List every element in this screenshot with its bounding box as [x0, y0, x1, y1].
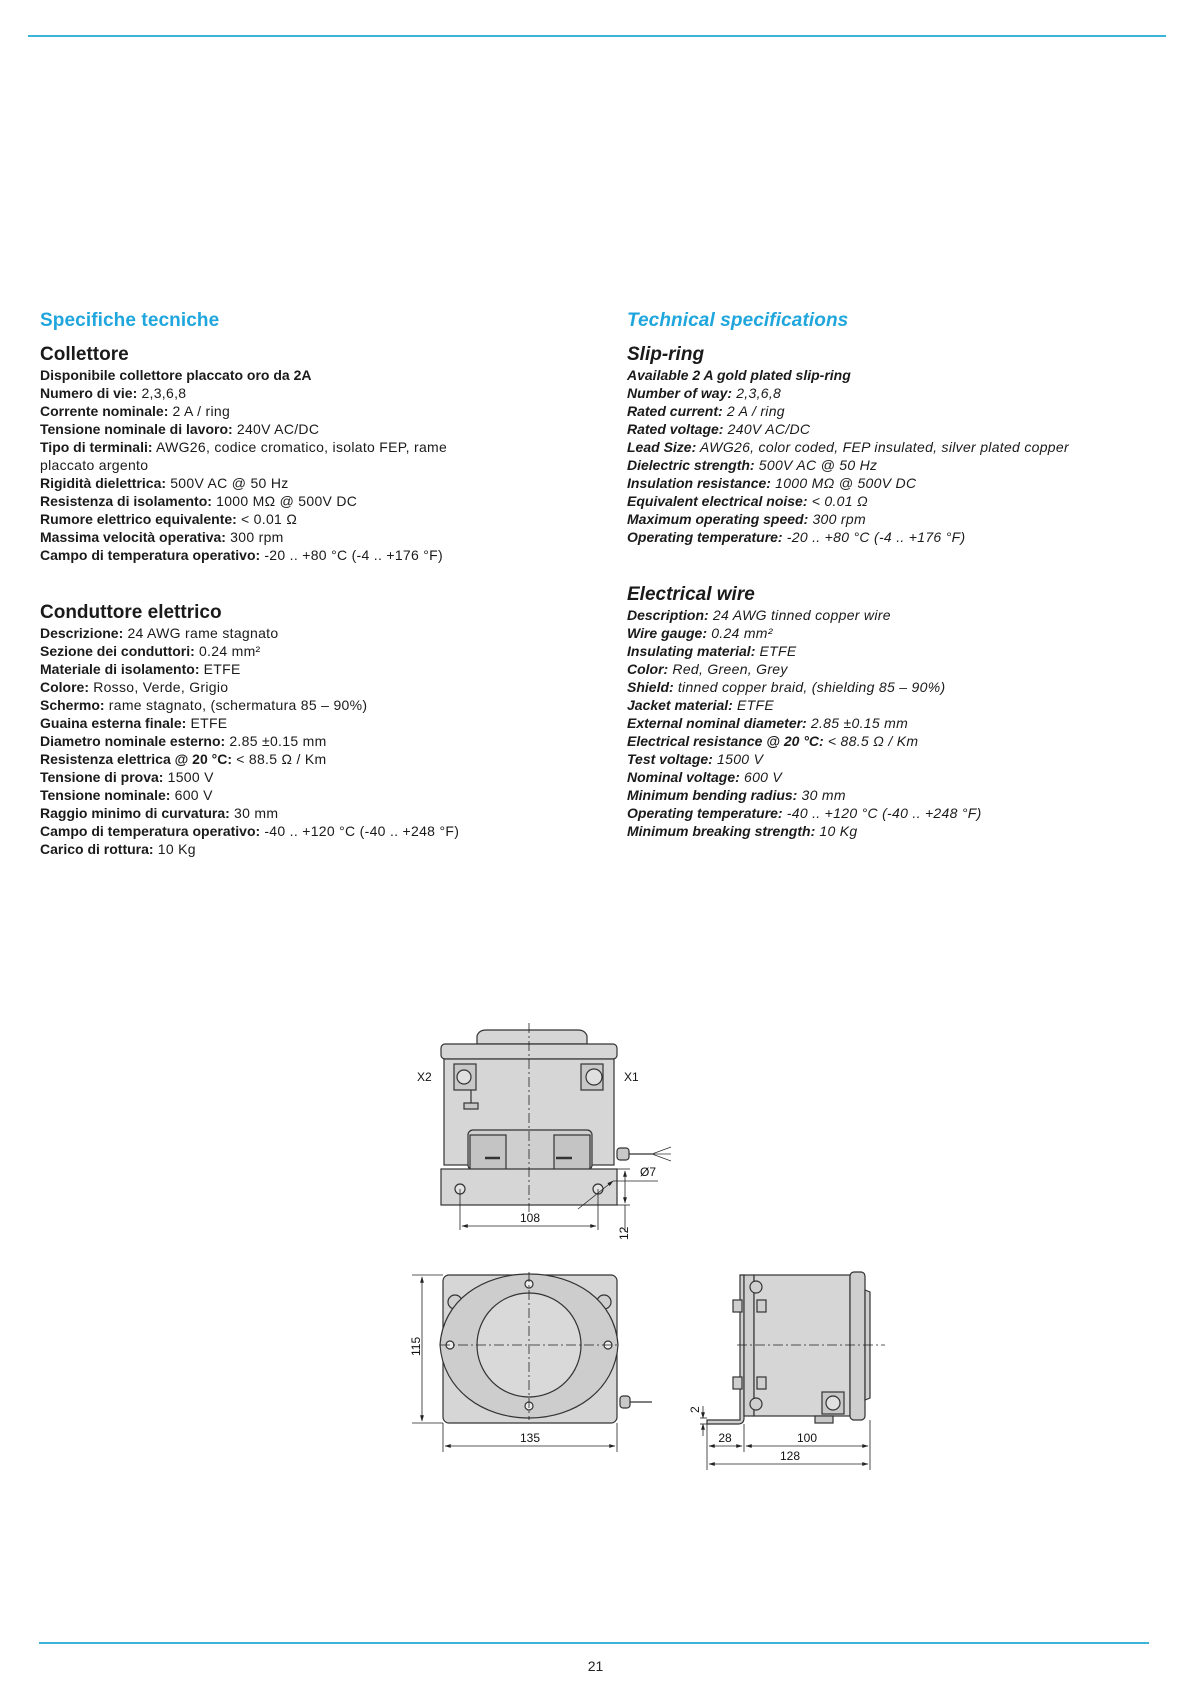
spec-value: 10 Kg: [153, 841, 196, 857]
spec-label: Equivalent electrical noise:: [627, 493, 808, 509]
spec-value: 2 A / ring: [168, 403, 231, 419]
spec-label: Operating temperature:: [627, 529, 783, 545]
spec-value: 10 Kg: [815, 823, 858, 839]
cable-gland-icon: [617, 1147, 671, 1161]
spec-label: Lead Size:: [627, 439, 697, 455]
group-title-wire-it: Conduttore elettrico: [40, 602, 222, 623]
dim-height-115: 115: [409, 1336, 423, 1356]
spec-value: -40 .. +120 °C (-40 .. +248 °F): [260, 823, 460, 839]
spec-value: 0.24 mm²: [707, 625, 773, 641]
spec-value: 30 mm: [229, 805, 279, 821]
spec-label: Schermo:: [40, 697, 105, 713]
spec-label: Tipo di terminali:: [40, 439, 153, 455]
spec-label: Insulating material:: [627, 643, 756, 659]
spec-label: Minimum breaking strength:: [627, 823, 816, 839]
spec-value: 500V AC @ 50 Hz: [754, 457, 878, 473]
dim-width-135: 135: [519, 1431, 541, 1445]
section-title-it: Specifiche tecniche: [40, 310, 220, 331]
spec-label: Dielectric strength:: [627, 457, 755, 473]
spec-label: External nominal diameter:: [627, 715, 807, 731]
spec-value: 2.85 ±0.15 mm: [225, 733, 327, 749]
spec-label: Number of way:: [627, 385, 733, 401]
spec-value: Rosso, Verde, Grigio: [89, 679, 229, 695]
spec-label: Tensione nominale:: [40, 787, 171, 803]
section-title-en: Technical specifications: [627, 310, 849, 331]
spec-value: AWG26, color coded, FEP insulated, silver plated copper: [696, 439, 1069, 455]
spec-label: Insulation resistance:: [627, 475, 771, 491]
spec-label: Tensione nominale di lavoro:: [40, 421, 233, 437]
spec-value: < 0.01 Ω: [236, 511, 298, 527]
spec-label: Wire gauge:: [627, 625, 707, 641]
spec-label: Jacket material:: [627, 697, 733, 713]
dim-base-height: 12: [617, 1226, 631, 1240]
front-view-drawing: [441, 1030, 671, 1205]
dim-flange-length: 28: [718, 1431, 732, 1445]
spec-value: < 88.5 Ω / Km: [823, 733, 919, 749]
label-x1: X1: [624, 1070, 639, 1084]
spec-label: Electrical resistance @ 20 °C:: [627, 733, 824, 749]
spec-label: Corrente nominale:: [40, 403, 169, 419]
spec-value: 24 AWG rame stagnato: [123, 625, 279, 641]
dim-flange-thickness: 2: [688, 1406, 702, 1413]
dim-total-length: 128: [779, 1449, 801, 1463]
spec-label: Available 2 A gold plated slip-ring: [627, 367, 851, 383]
spec-value: 1500 V: [712, 751, 764, 767]
spec-value: < 88.5 Ω / Km: [232, 751, 327, 767]
spec-label: Raggio minimo di curvatura:: [40, 805, 230, 821]
spec-value: 2,3,6,8: [732, 385, 782, 401]
spec-value: 1500 V: [163, 769, 214, 785]
spec-value: -20 .. +80 °C (-4 .. +176 °F): [260, 547, 443, 563]
spec-value: 1000 MΩ @ 500V DC: [211, 493, 358, 509]
spec-label: Rigidità dielettrica:: [40, 475, 167, 491]
spec-value: 600 V: [170, 787, 213, 803]
spec-value: 2.85 ±0.15 mm: [806, 715, 909, 731]
dim-hole-diameter: Ø7: [640, 1165, 657, 1179]
spec-label: Tensione di prova:: [40, 769, 164, 785]
spec-label: Materiale di isolamento:: [40, 661, 200, 677]
spec-value: ETFE: [186, 715, 228, 731]
spec-label: Carico di rottura:: [40, 841, 154, 857]
spec-value: Red, Green, Grey: [668, 661, 788, 677]
spec-label: Disponibile collettore placcato oro da 2A: [40, 367, 312, 383]
spec-label: Campo di temperatura operativo:: [40, 823, 261, 839]
top-view-drawing: [440, 1274, 652, 1423]
spec-value: AWG26, codice cromatico, isolato FEP, rame placcato argento: [40, 439, 448, 473]
front-top-cap: [477, 1030, 587, 1044]
spec-label: Sezione dei conduttori:: [40, 643, 195, 659]
spec-value: -40 .. +120 °C (-40 .. +248 °F): [782, 805, 982, 821]
group-title-wire-en: Electrical wire: [627, 584, 755, 605]
spec-label: Test voltage:: [627, 751, 713, 767]
spec-label: Numero di vie:: [40, 385, 138, 401]
spec-value: 240V AC/DC: [232, 421, 320, 437]
spec-value: -20 .. +80 °C (-4 .. +176 °F): [782, 529, 966, 545]
spec-value: 300 rpm: [808, 511, 866, 527]
spec-value: tinned copper braid, (shielding 85 – 90%): [673, 679, 946, 695]
spec-label: Maximum operating speed:: [627, 511, 809, 527]
spec-value: 300 rpm: [225, 529, 284, 545]
side-mounting-bracket: [707, 1275, 744, 1424]
spec-label: Campo di temperatura operativo:: [40, 547, 261, 563]
connector-x1-icon: [581, 1064, 603, 1090]
spec-label: Color:: [627, 661, 669, 677]
spec-label: Descrizione:: [40, 625, 124, 641]
spec-value: ETFE: [755, 643, 797, 659]
spec-value: ETFE: [199, 661, 241, 677]
spec-label: Diametro nominale esterno:: [40, 733, 226, 749]
spec-label: Shield:: [627, 679, 674, 695]
spec-value: ETFE: [732, 697, 775, 713]
spec-value: 1000 MΩ @ 500V DC: [770, 475, 917, 491]
spec-label: Rated voltage:: [627, 421, 724, 437]
spec-label: Massima velocità operativa:: [40, 529, 226, 545]
spec-label: Guaina esterna finale:: [40, 715, 187, 731]
label-x2: X2: [417, 1070, 432, 1084]
spec-value: < 0.01 Ω: [807, 493, 868, 509]
spec-label: Colore:: [40, 679, 89, 695]
dim-body-length: 100: [796, 1431, 818, 1445]
spec-label: Minimum bending radius:: [627, 787, 798, 803]
group-title-slip-ring-en: Slip-ring: [627, 344, 705, 365]
dim-hole-spacing: 108: [519, 1211, 541, 1225]
spec-label: Nominal voltage:: [627, 769, 740, 785]
spec-value: 2,3,6,8: [137, 385, 187, 401]
side-view-drawing: [707, 1272, 870, 1424]
spec-value: 24 AWG tinned copper wire: [708, 607, 891, 623]
spec-label: Description:: [627, 607, 709, 623]
spec-value: 0.24 mm²: [194, 643, 261, 659]
spec-label: Rated current:: [627, 403, 723, 419]
spec-label: Rumore elettrico equivalente:: [40, 511, 237, 527]
spec-value: 500V AC @ 50 Hz: [166, 475, 289, 491]
spec-value: 240V AC/DC: [723, 421, 811, 437]
spec-value: rame stagnato, (schermatura 85 – 90%): [104, 697, 368, 713]
spec-value: 2 A / ring: [722, 403, 785, 419]
spec-label: Resistenza di isolamento:: [40, 493, 212, 509]
spec-value: 600 V: [739, 769, 783, 785]
page-number: 21: [587, 1658, 604, 1674]
spec-value: 30 mm: [797, 787, 846, 803]
spec-label: Resistenza elettrica @ 20 °C:: [40, 751, 232, 767]
spec-label: Operating temperature:: [627, 805, 783, 821]
group-title-slip-ring-it: Collettore: [40, 344, 129, 365]
bottom-rule: [39, 1642, 1149, 1644]
